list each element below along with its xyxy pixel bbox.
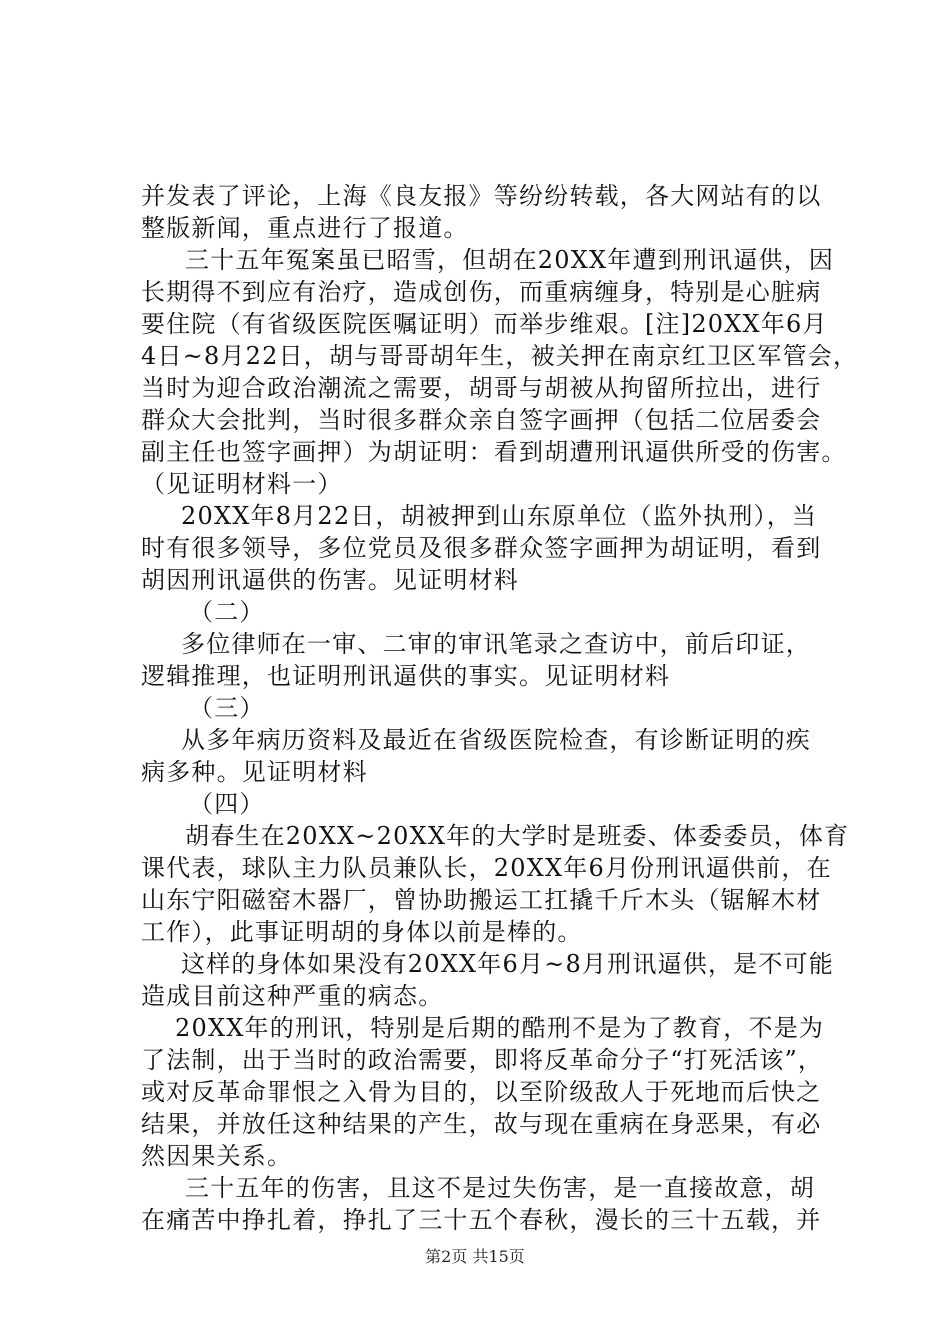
text-line: 并发表了评论，上海《良友报》等纷纷转载，各大网站有的以 — [141, 182, 822, 210]
text-line: 这样的身体如果没有20XX年6月~8月刑讯逼供，是不可能 — [181, 950, 834, 978]
text-line: 三十五年的伤害，且这不是过失伤害，是一直接故意，胡 — [185, 1174, 815, 1202]
text-line: 当时为迎合政治潮流之需要，胡哥与胡被从拘留所拉出，进行 — [141, 374, 822, 402]
section-marker: （二） — [189, 598, 265, 626]
text-line: 副主任也签字画押）为胡证明：看到胡遭刑讯逼供所受的伤害。 — [141, 438, 847, 466]
text-line: 课代表，球队主力队员兼队长，20XX年6月份刑讯逼供前，在 — [141, 854, 832, 882]
page-number: 第2页 共15页 — [425, 1247, 525, 1266]
text-line: 结果，并放任这种结果的产生，故与现在重病在身恶果，有必 — [141, 1110, 822, 1138]
text-line: 在痛苦中挣扎着，挣扎了三十五个春秋，漫长的三十五载，并 — [141, 1206, 822, 1234]
text-line: 20XX年8月22日，胡被押到山东原单位（监外执刑），当 — [181, 502, 818, 530]
text-line: 从多年病历资料及最近在省级医院检查，有诊断证明的疾 — [181, 726, 811, 754]
text-line: 长期得不到应有治疗，造成创伤，而重病缠身，特别是心脏病 — [141, 278, 822, 306]
text-line: （见证明材料一） — [141, 470, 343, 498]
text-line: 造成目前这种严重的病态。 — [141, 982, 444, 1010]
text-line: 或对反革命罪恨之入骨为目的，以至阶级敌人于死地而后快之 — [141, 1078, 822, 1106]
text-line: 要住院（有省级医院医嘱证明）而举步维艰。[注]20XX年6月 — [141, 310, 828, 338]
section-marker: （四） — [189, 790, 265, 818]
section-marker: （三） — [189, 694, 265, 722]
text-line: 然因果关系。 — [141, 1142, 293, 1170]
text-line: 时有很多领导，多位党员及很多群众签字画押为胡证明，看到 — [141, 534, 822, 562]
text-line: 群众大会批判，当时很多群众亲自签字画押（包括二位居委会 — [141, 406, 822, 434]
text-line: 逻辑推理，也证明刑讯逼供的事实。见证明材料 — [141, 662, 671, 690]
text-line: 胡春生在20XX~20XX年的大学时是班委、体委委员，体育 — [185, 822, 850, 850]
text-line: 胡因刑讯逼供的伤害。见证明材料 — [141, 566, 519, 594]
text-line: 整版新闻，重点进行了报道。 — [141, 214, 469, 242]
text-line: 三十五年冤案虽已昭雪，但胡在20XX年遭到刑讯逼供，因 — [185, 246, 835, 274]
text-line: 病多种。见证明材料 — [141, 758, 368, 786]
text-line: 20XX年的刑讯，特别是后期的酷刑不是为了教育，不是为 — [175, 1014, 825, 1042]
text-line: 4日~8月22日，胡与哥哥胡年生，被关押在南京红卫区军管会， — [141, 342, 859, 370]
text-line: 多位律师在一审、二审的审讯笔录之查访中，前后印证， — [181, 630, 811, 658]
text-line: 工作），此事证明胡的身体以前是棒的。 — [141, 918, 583, 946]
text-line: 山东宁阳磁窑木器厂，曾协助搬运工扛撬千斤木头（锯解木材 — [141, 886, 822, 914]
text-line: 了法制，出于当时的政治需要，即将反革命分子“打死活该”， — [141, 1046, 824, 1074]
document-body — [141, 180, 859, 1236]
